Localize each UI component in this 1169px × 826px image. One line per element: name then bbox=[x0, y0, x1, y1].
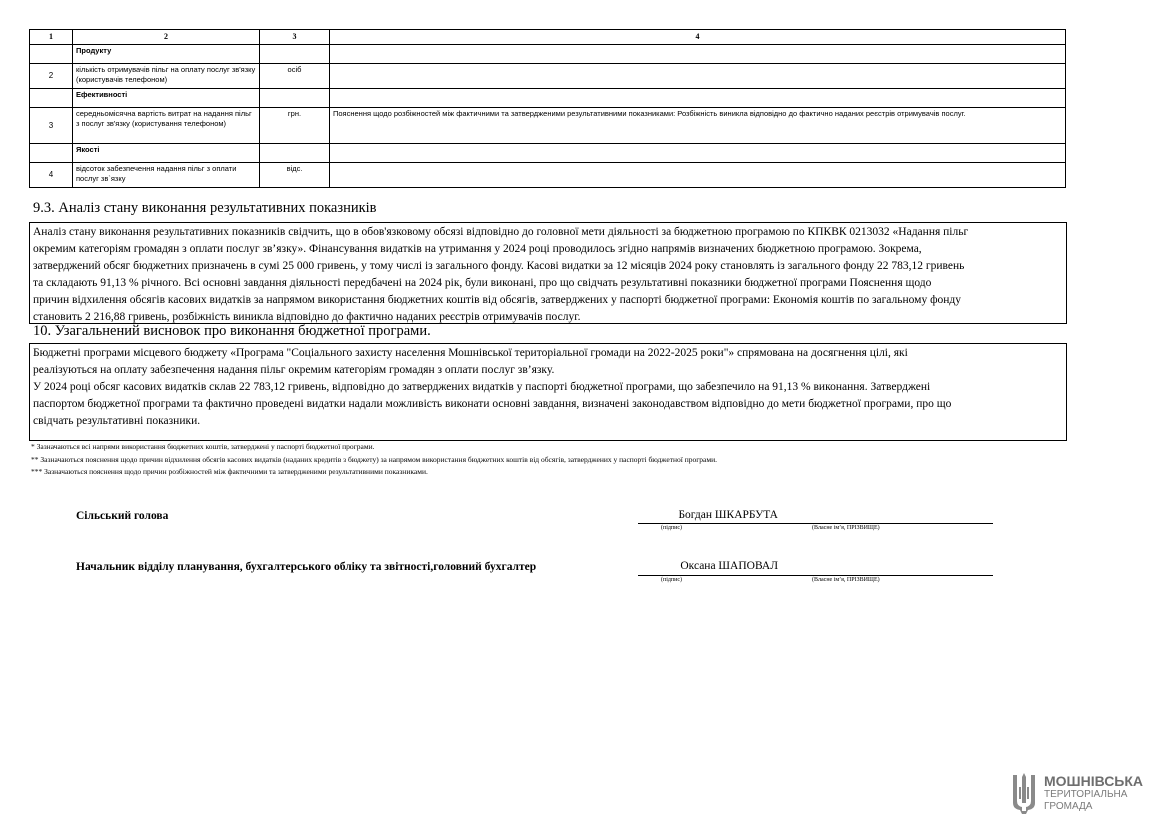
section-10-text bbox=[29, 343, 1067, 441]
indicators-table bbox=[29, 29, 1066, 188]
signer-role: Сільський голова bbox=[76, 510, 169, 522]
name-caption: (Власне ім’я, ПРІЗВИЩЕ) bbox=[812, 577, 880, 583]
table-row-group bbox=[30, 89, 1066, 108]
unit-cell: грн. bbox=[260, 108, 330, 144]
unit-cell: осіб bbox=[260, 64, 330, 89]
unit-cell: відс. bbox=[260, 163, 330, 188]
community-logo bbox=[1010, 773, 1160, 817]
logo-line3: ГРОМАДА bbox=[1044, 801, 1093, 812]
table-row-group bbox=[30, 144, 1066, 163]
group-label: Продукту bbox=[73, 45, 260, 64]
indicator-name: кількість отримувачів пільг на оплату послуг зв'язку (користувачів телефоном) bbox=[73, 64, 260, 89]
text-line: та складають 91,13 % річного. Всі основні завдання діяльності передбачені на 2024 рік, були виконані, про що свідчать результативні показники бюджетної програми Пояснення щодо bbox=[33, 277, 932, 289]
table-row-group bbox=[30, 45, 1066, 64]
table-row bbox=[30, 163, 1066, 188]
footnote: *** Зазначаються пояснення щодо причин розбіжностей між фактичними та затвердженими результативними показниками. bbox=[31, 467, 428, 476]
note-cell bbox=[330, 163, 1066, 188]
footnote: * Зазначаються всі напрями використання бюджетних коштів, затверджені у паспорті бюджетної програми. bbox=[31, 442, 375, 451]
section-93-title: 9.3. Аналіз стану виконання результативних показників bbox=[33, 200, 377, 216]
trident-icon bbox=[1010, 773, 1038, 815]
text-line: становить 2 216,88 гривень, розбіжність виникла відповідно до фактично наданих реєстрів отримувачів послуг. bbox=[33, 311, 581, 323]
logo-line2: ТЕРИТОРІАЛЬНА bbox=[1044, 789, 1128, 800]
column-header: 4 bbox=[330, 30, 1066, 45]
signer-role: Начальник відділу планування, бухгалтерського обліку та звітності,головний бухгалтер bbox=[76, 561, 537, 573]
column-header: 3 bbox=[260, 30, 330, 45]
signature-line bbox=[638, 523, 993, 524]
name-caption: (Власне ім’я, ПРІЗВИЩЕ) bbox=[812, 525, 880, 531]
text-line: реалізуються на оплату забезпечення надання пільг окремим категоріям громадян з оплати послуг зв’язку. bbox=[33, 364, 555, 376]
text-line: Бюджетні програми місцевого бюджету «Програма "Соціального захисту населення Мошнівської територіальної громади на 2022-2025 роки"» спрямована на досягнення цілі, які bbox=[33, 347, 908, 359]
table-header-row bbox=[30, 30, 1066, 45]
footnote: ** Зазначаються пояснення щодо причин відхилення обсягів касових видатків (наданих кредитів з бюджету) за напрямом використання бюджетних коштів від обсягів, затверджених у паспорті бюджетної програми. bbox=[31, 454, 718, 464]
signer-name: Богдан ШКАРБУТА bbox=[678, 509, 778, 521]
signature-line bbox=[638, 575, 993, 576]
indicator-name: середньомісячна вартість витрат на надання пільг з послуг зв'язку (користування телефоном) bbox=[73, 108, 260, 144]
note-cell bbox=[330, 64, 1066, 89]
sign-caption: (підпис) bbox=[661, 577, 683, 583]
column-header: 2 bbox=[73, 30, 260, 45]
text-line: У 2024 році обсяг касових видатків склав 22 783,12 гривень, відповідно до затверджених видатків у паспорті бюджетної програми, що забезпечило на 91,13 % виконання. Затверджені bbox=[33, 381, 931, 393]
text-line: свідчать результативні показники. bbox=[33, 415, 201, 427]
sign-caption: (підпис) bbox=[661, 525, 683, 531]
indicator-name: відсоток забезпечення надання пільг з оплати послуг зв`язку bbox=[73, 163, 260, 188]
row-number: 4 bbox=[30, 163, 73, 188]
group-label: Ефективності bbox=[73, 89, 260, 108]
text-line: причин відхилення обсягів касових видатків за напрямом використання бюджетних коштів від обсягів, затверджених у паспорті бюджетної програми: Економія коштів по загальному фонду bbox=[33, 294, 962, 306]
text-line: затверджений обсяг бюджетних призначень в сумі 25 000 гривень, у тому числі із загального фонду. Касові видатки за 12 місяців 2024 року становлять із загального фонду 22 783,12 гривень bbox=[33, 260, 965, 272]
table-row bbox=[30, 64, 1066, 89]
signer-name: Оксана ШАПОВАЛ bbox=[680, 560, 778, 572]
column-header: 1 bbox=[30, 30, 73, 45]
footnotes bbox=[31, 441, 717, 479]
section-93-text bbox=[29, 222, 1067, 324]
section-10-title: 10. Узагальнений висновок про виконання бюджетної програми. bbox=[33, 323, 431, 339]
logo-line1: МОШНІВСЬКА bbox=[1044, 773, 1144, 789]
row-number: 2 bbox=[30, 64, 73, 89]
text-line: паспортом бюджетної програми та фактично проведені видатки надали можливість виконати основні завдання, визначені законодавством відповідно до мети бюджетної програми, про що bbox=[33, 398, 952, 410]
text-line: Аналіз стану виконання результативних показників свідчить, що в обов'язковому обсязі відповідно до головної мети діяльності за бюджетною програмою по КПКВК 0213032 «Надання пільг bbox=[33, 226, 969, 238]
note-cell: Пояснення щодо розбіжностей між фактичними та затвердженими результативними показниками: Розбіжність виникла відповідно до фактично наданих реєстрів отримувачів послуг. bbox=[330, 108, 1066, 144]
row-number: 3 bbox=[30, 108, 73, 144]
group-label: Якості bbox=[73, 144, 260, 163]
table-row bbox=[30, 108, 1066, 144]
text-line: окремим категоріям громадян з оплати послуг зв’язку». Фінансування видатків на утримання у 2024 році проводилось згідно напрямів визначених бюджетною програмою. Зокрема, bbox=[33, 243, 922, 255]
